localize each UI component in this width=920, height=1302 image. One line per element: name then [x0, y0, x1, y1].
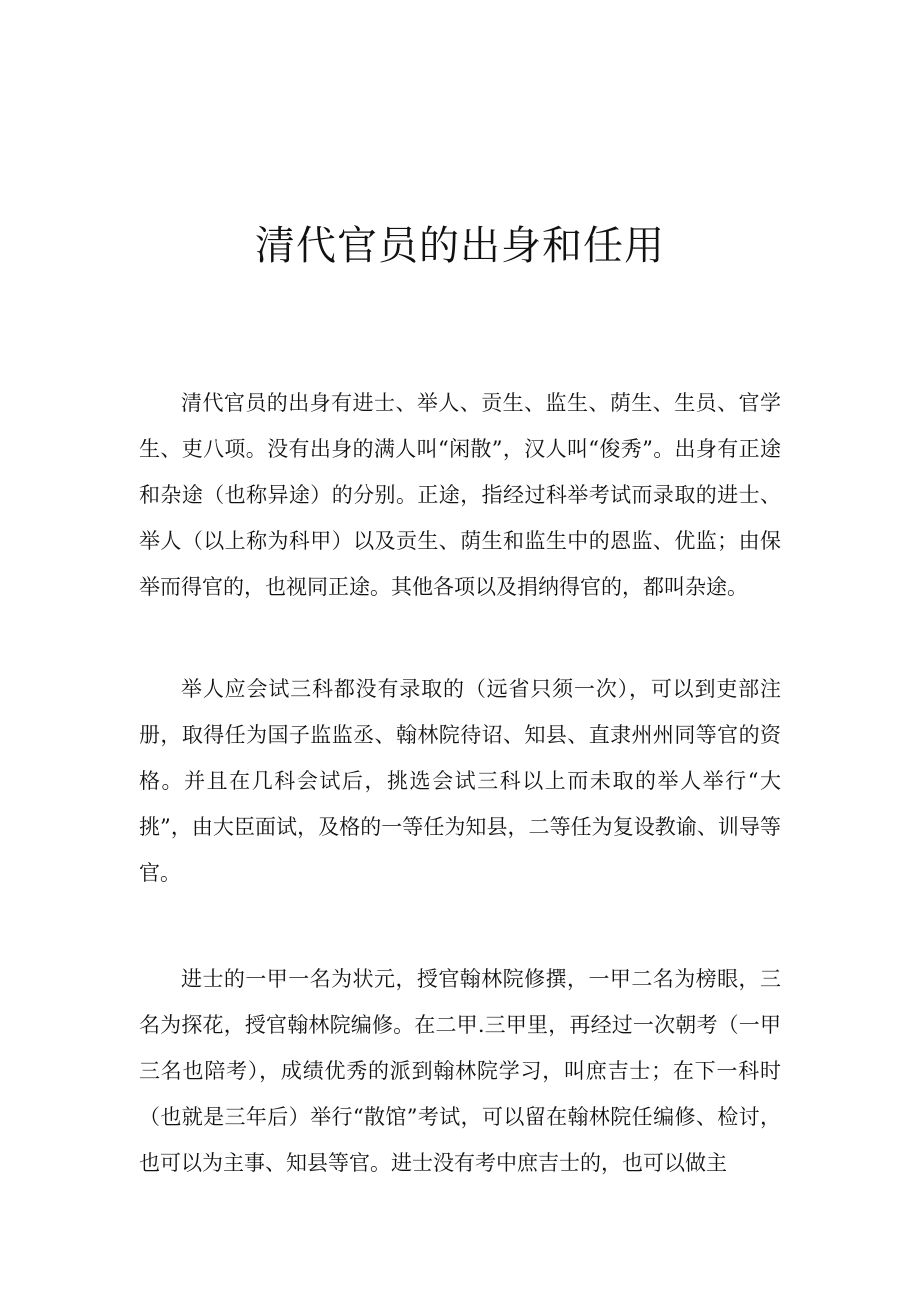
paragraph-juren: 举人应会试三科都没有录取的（远省只须一次），可以到吏部注册，取得任为国子监监丞、翰林院待诏、知县、直隶州州同等官的资格。并且在几科会试后，挑选会试三科以上而未取的举人举行“大挑”，由大臣面试，及格的一等任为知县，二等任为复设教谕、训导等官。: [139, 677, 781, 885]
paragraph-origins: 清代官员的出身有进士、举人、贡生、监生、荫生、生员、官学生、吏八项。没有出身的满人叫“闲散”，汉人叫“俊秀”。出身有正途和杂途（也称异途）的分别。正途，指经过科举考试而录取的进士、举人（以上称为科甲）以及贡生、荫生和监生中的恩监、优监；由保举而得官的，也视同正途。其他各项以及捐纳得官的，都叫杂途。: [139, 391, 781, 599]
document-title: 清代官员的出身和任用: [255, 223, 665, 269]
paragraph-jinshi: 进士的一甲一名为状元，授官翰林院修撰，一甲二名为榜眼，三名为探花，授官翰林院编修。在二甲.三甲里，再经过一次朝考（一甲三名也陪考），成绩优秀的派到翰林院学习，叫庶吉士；在下一科时（也就是三年后）举行“散馆”考试，可以留在翰林院任编修、检讨，也可以为主事、知县等官。进士没有考中庶吉士的，也可以做主: [139, 967, 781, 1175]
